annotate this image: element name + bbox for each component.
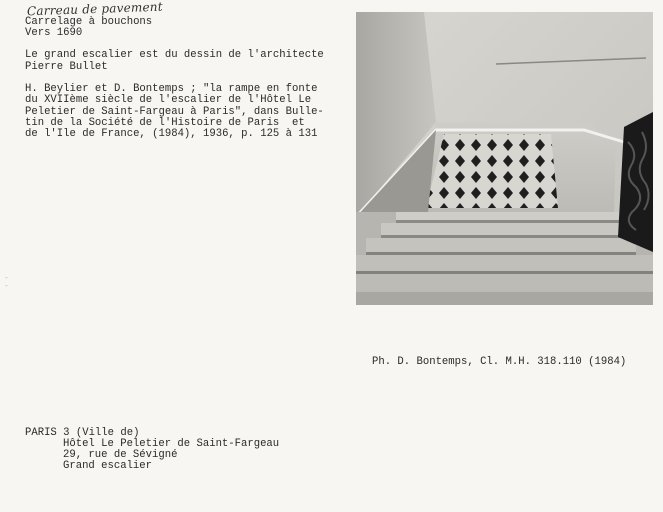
- tile-type: Carrelage à bouchons: [25, 16, 153, 28]
- location-address: 29, rue de Sévigné: [63, 449, 178, 461]
- photo-credit: Ph. D. Bontemps, Cl. M.H. 318.110 (1984): [372, 356, 627, 368]
- location-city: PARIS 3 (Ville de): [25, 427, 140, 439]
- margin-mark: -: [4, 274, 9, 283]
- margin-mark: -: [4, 282, 9, 291]
- photo-step: [356, 255, 653, 271]
- bibliography-line-4: tin de la Société de l'Histoire de Paris et: [25, 117, 305, 129]
- photo-step: [356, 274, 653, 292]
- bibliography-line-1: H. Beylier et D. Bontemps ; "la rampe en fonte: [25, 83, 318, 95]
- attribution-line-2: Pierre Bullet: [25, 61, 108, 73]
- location-building: Hôtel Le Peletier de Saint-Fargeau: [63, 438, 280, 450]
- photo-step-shadow: [356, 292, 653, 305]
- photo-checkered-floor: [426, 134, 558, 208]
- photo-step-shadow: [396, 220, 626, 223]
- date: Vers 1690: [25, 27, 83, 39]
- photo-step: [366, 238, 636, 252]
- photo-step: [396, 212, 626, 220]
- photo-step-shadow: [356, 271, 653, 274]
- location-part: Grand escalier: [63, 460, 153, 472]
- photo-step: [381, 223, 631, 235]
- bibliography-line-3: Peletier de Saint-Fargeau à Paris", dans Bulle-: [25, 106, 324, 118]
- attribution-line-1: Le grand escalier est du dessin de l'architecte: [25, 49, 324, 61]
- staircase-photo: [356, 12, 653, 305]
- photo-step-shadow: [366, 252, 636, 255]
- photo-step-shadow: [381, 235, 631, 238]
- bibliography-line-2: du XVIIème siècle de l'escalier de l'Hôtel Le: [25, 94, 312, 106]
- handwritten-title: Carreau de pavement: [26, 0, 163, 19]
- bibliography-line-5: de l'Ile de France, (1984), 1936, p. 125 à 131: [25, 128, 318, 140]
